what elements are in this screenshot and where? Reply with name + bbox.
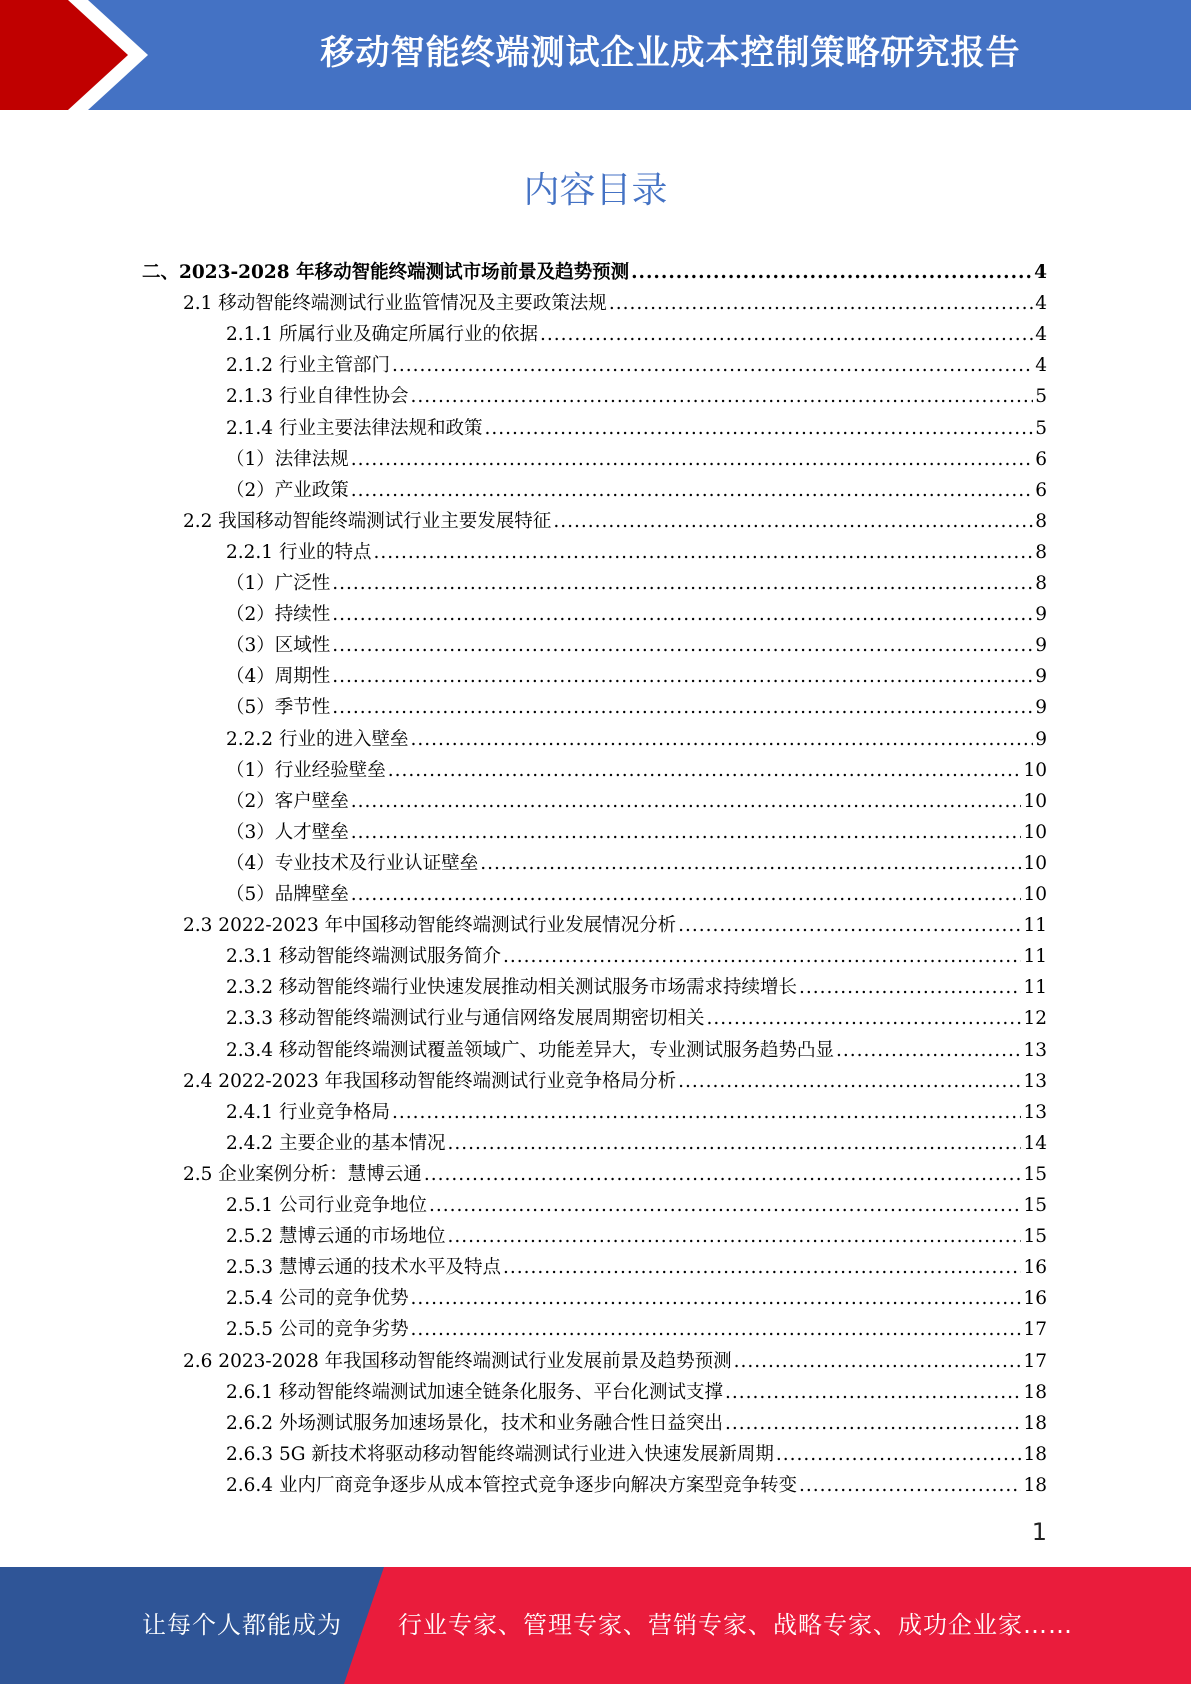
toc-entry-title: 2.1.3 行业自律性协会 [226, 386, 409, 408]
toc-entry-page: 18 [1023, 1412, 1047, 1434]
footer-slogan-right: 行业专家、管理专家、营销专家、战略专家、成功企业家…… [398, 1611, 1073, 1639]
toc-entry-page: 4 [1035, 355, 1047, 377]
toc-entry-title: 2.2.2 行业的进入壁垒 [226, 728, 409, 750]
toc-entry-page: 10 [1023, 884, 1047, 905]
toc-entry-page: 10 [1023, 852, 1047, 874]
toc-leader-dots [410, 728, 1033, 752]
toc-entry-page: 10 [1023, 759, 1047, 781]
toc-entry-title: 2.6.2 外场测试服务加速场景化，技术和业务融合性日益突出 [226, 1412, 723, 1434]
toc-entry[interactable] [226, 1405, 1047, 1436]
toc-entry-title: 2.1.1 所属行业及确定所属行业的依据 [226, 324, 538, 346]
toc-entry[interactable] [226, 1311, 1047, 1342]
page-footer [0, 1567, 1191, 1684]
toc-entry[interactable] [226, 752, 1047, 783]
toc-entry-page: 10 [1023, 821, 1047, 843]
toc-entry[interactable] [183, 907, 1047, 938]
toc-entry[interactable] [226, 1467, 1047, 1498]
toc-entry-title: 2.2 我国移动智能终端测试行业主要发展特征 [183, 510, 552, 532]
toc-entry[interactable] [226, 1218, 1047, 1249]
toc-leader-dots [447, 1132, 1021, 1156]
toc-entry-title: （3）人才壁垒 [226, 821, 349, 843]
toc-entry-title: （3）区域性 [226, 635, 331, 657]
toc-leader-dots [351, 479, 1033, 503]
toc-entry[interactable] [226, 721, 1047, 752]
toc-entry[interactable] [226, 347, 1047, 378]
footer-slogan-left: 让每个人都能成为 [142, 1611, 342, 1639]
toc-leader-dots [706, 1007, 1021, 1031]
toc-entry-page: 13 [1023, 1070, 1047, 1092]
toc-entry-title: （2）持续性 [226, 604, 331, 626]
toc-entry-page: 18 [1023, 1381, 1047, 1403]
toc-entry[interactable] [226, 689, 1047, 720]
toc-entry-page: 9 [1035, 728, 1047, 750]
toc-leader-dots [351, 821, 1022, 845]
toc-leader-dots [678, 1070, 1021, 1094]
toc-entry[interactable] [226, 845, 1047, 876]
toc-entry[interactable] [226, 1249, 1047, 1280]
toc-leader-dots [332, 603, 1033, 627]
toc-entry-page: 9 [1035, 635, 1047, 657]
toc-entry-title: 2.3.4 移动智能终端测试覆盖领域广、功能差异大，专业测试服务趋势凸显 [226, 1039, 834, 1061]
toc-leader-dots [484, 417, 1033, 441]
toc-entry[interactable] [226, 658, 1047, 689]
toc-entry[interactable] [183, 1063, 1047, 1094]
toc-entry-title: 二、2023-2028 年移动智能终端测试市场前景及趋势预测 [142, 262, 630, 283]
toc-entry-page: 9 [1035, 697, 1047, 719]
toc-entry-page: 14 [1023, 1132, 1047, 1154]
toc-entry-page: 11 [1023, 946, 1047, 968]
toc-entry[interactable] [183, 503, 1047, 534]
toc-entry-title: 2.1 移动智能终端测试行业监管情况及主要政策法规 [183, 293, 607, 315]
page-number: 1 [1031, 1518, 1047, 1546]
toc-entry[interactable] [226, 627, 1047, 658]
toc-entry-title: （5）季节性 [226, 697, 331, 719]
toc-entry-title: 2.6.3 5G 新技术将驱动移动智能终端测试行业进入快速发展新周期 [226, 1443, 774, 1465]
toc-entry-page: 15 [1023, 1226, 1047, 1248]
toc-entry[interactable] [142, 254, 1047, 285]
toc-leader-dots [734, 1350, 1022, 1374]
toc-entry-title: （2）客户壁垒 [226, 790, 349, 812]
toc-entry-page: 8 [1035, 573, 1047, 594]
toc-leader-dots [410, 385, 1033, 409]
toc-leader-dots [725, 1381, 1021, 1405]
toc-leader-dots [503, 945, 1021, 969]
toc-leader-dots [447, 1225, 1021, 1249]
toc-entry[interactable] [183, 1343, 1047, 1374]
toc-entry[interactable] [226, 1125, 1047, 1156]
toc-entry-page: 4 [1035, 324, 1047, 346]
toc-leader-dots [836, 1039, 1021, 1063]
toc-leader-dots [332, 696, 1033, 720]
toc-entry-title: 2.4.1 行业竞争格局 [226, 1101, 390, 1123]
toc-entry-page: 18 [1023, 1443, 1047, 1465]
toc-entry[interactable] [226, 1280, 1047, 1311]
toc-entry-title: 2.5.3 慧博云通的技术水平及特点 [226, 1257, 501, 1279]
toc-entry-page: 6 [1035, 479, 1047, 501]
toc-entry-page: 5 [1035, 417, 1047, 439]
toc-leader-dots [332, 665, 1033, 689]
toc-entry-page: 16 [1023, 1288, 1047, 1310]
toc-entry[interactable] [226, 378, 1047, 409]
toc-entry[interactable] [226, 316, 1047, 347]
toc-entry-title: 2.6.4 业内厂商竞争逐步从成本管控式竞争逐步向解决方案型竞争转变 [226, 1474, 797, 1496]
toc-entry-title: 2.5 企业案例分析：慧博云通 [183, 1163, 422, 1185]
toc-entry[interactable] [226, 1000, 1047, 1031]
toc-entry[interactable] [226, 969, 1047, 1000]
toc-leader-dots [799, 976, 1021, 1000]
toc-entry-title: 2.5.2 慧博云通的市场地位 [226, 1226, 446, 1248]
toc-entry-page: 4 [1034, 262, 1047, 283]
toc-leader-dots [553, 510, 1033, 534]
toc-entry-title: 2.4 2022-2023 年我国移动智能终端测试行业竞争格局分析 [183, 1070, 677, 1092]
toc-leader-dots [503, 1256, 1021, 1280]
toc-leader-dots [609, 292, 1033, 316]
toc-leader-dots [351, 448, 1033, 472]
toc-entry-page: 11 [1023, 977, 1047, 999]
toc-entry-title: （2）产业政策 [226, 479, 349, 501]
toc-entry[interactable] [226, 1187, 1047, 1218]
toc-entry-title: （1）广泛性 [226, 573, 331, 594]
toc-entry-title: 2.1.2 行业主管部门 [226, 355, 390, 377]
toc-entry-page: 15 [1023, 1195, 1047, 1216]
toc-entry-page: 9 [1035, 604, 1047, 626]
report-title: 移动智能终端测试企业成本控制策略研究报告 [320, 33, 1021, 73]
toc-leader-dots [351, 883, 1022, 907]
toc-entry-page: 6 [1035, 448, 1047, 470]
toc-entry-page: 17 [1023, 1319, 1047, 1341]
toc-entry[interactable] [226, 441, 1047, 472]
toc-entry-title: 2.3.3 移动智能终端测试行业与通信网络发展周期密切相关 [226, 1008, 705, 1030]
toc-leader-dots [410, 1287, 1021, 1311]
page-header [0, 0, 1191, 110]
toc-entry-title: 2.5.5 公司的竞争劣势 [226, 1319, 409, 1341]
toc-leader-dots [388, 759, 1022, 783]
toc-entry-page: 9 [1035, 666, 1047, 688]
toc-entry[interactable] [226, 534, 1047, 565]
toc-leader-dots [540, 323, 1033, 347]
toc-entry-page: 13 [1023, 1039, 1047, 1061]
toc-leader-dots [725, 1412, 1021, 1436]
toc-leader-dots [429, 1194, 1021, 1218]
toc-entry-title: （4）专业技术及行业认证壁垒 [226, 852, 479, 874]
toc-entry[interactable] [226, 938, 1047, 969]
toc-entry-page: 16 [1023, 1257, 1047, 1279]
toc-entry[interactable] [226, 1374, 1047, 1405]
toc-entry[interactable] [226, 596, 1047, 627]
toc-leader-dots [776, 1443, 1022, 1467]
toc-entry-page: 15 [1023, 1163, 1047, 1185]
toc-entry[interactable] [226, 814, 1047, 845]
toc-leader-dots [410, 1318, 1021, 1342]
toc-entry-title: （1）法律法规 [226, 448, 349, 470]
toc-entry-page: 10 [1023, 790, 1047, 812]
toc-entry-title: （5）品牌壁垒 [226, 884, 349, 905]
toc-entry[interactable] [226, 410, 1047, 441]
toc-leader-dots [678, 914, 1021, 938]
toc-leader-dots [332, 572, 1033, 596]
toc-entry[interactable] [183, 285, 1047, 316]
toc-entry-title: 2.3 2022-2023 年中国移动智能终端测试行业发展情况分析 [183, 915, 677, 937]
toc-leader-dots [392, 1101, 1021, 1125]
toc-entry[interactable] [226, 1094, 1047, 1125]
toc-entry-title: 2.3.2 移动智能终端行业快速发展推动相关测试服务市场需求持续增长 [226, 977, 797, 999]
toc-entry[interactable] [183, 1156, 1047, 1187]
toc-entry-page: 4 [1035, 293, 1047, 315]
toc-entry[interactable] [226, 1032, 1047, 1063]
toc-entry-title: 2.1.4 行业主要法律法规和政策 [226, 417, 483, 439]
toc-heading: 内容目录 [523, 170, 668, 211]
toc-entry-page: 8 [1035, 510, 1047, 532]
toc-entry-page: 5 [1035, 386, 1047, 408]
toc-entry-page: 12 [1023, 1008, 1047, 1030]
toc-entry-page: 8 [1035, 541, 1047, 563]
toc-entry[interactable] [226, 472, 1047, 503]
toc-entry-title: （1）行业经验壁垒 [226, 759, 386, 781]
toc-leader-dots [799, 1474, 1021, 1498]
toc-entry[interactable] [226, 565, 1047, 596]
toc-leader-dots [424, 1163, 1022, 1187]
toc-entry-title: 2.6 2023-2028 年我国移动智能终端测试行业发展前景及趋势预测 [183, 1350, 732, 1372]
toc-leader-dots [392, 354, 1033, 378]
toc-entry-title: 2.3.1 移动智能终端测试服务简介 [226, 946, 501, 968]
toc-entry-title: 2.2.1 行业的特点 [226, 541, 372, 563]
toc-entry[interactable] [226, 876, 1047, 907]
toc-entry-title: 2.6.1 移动智能终端测试加速全链条化服务、平台化测试支撑 [226, 1381, 723, 1403]
toc-entry[interactable] [226, 1436, 1047, 1467]
toc-leader-dots [332, 634, 1033, 658]
toc-leader-dots [351, 790, 1022, 814]
toc-leader-dots [373, 541, 1033, 565]
toc-leader-dots [631, 261, 1032, 285]
toc-entry-title: （4）周期性 [226, 666, 331, 688]
toc-entry[interactable] [226, 783, 1047, 814]
toc-entry-title: 2.4.2 主要企业的基本情况 [226, 1132, 446, 1154]
toc-entry-title: 2.5.1 公司行业竞争地位 [226, 1195, 427, 1216]
toc-entry-page: 13 [1023, 1101, 1047, 1123]
toc-entry-page: 18 [1023, 1474, 1047, 1496]
toc-entry-page: 11 [1023, 915, 1047, 937]
toc-entry-page: 17 [1023, 1350, 1047, 1372]
toc-entry-title: 2.5.4 公司的竞争优势 [226, 1288, 409, 1310]
toc-leader-dots [480, 852, 1021, 876]
